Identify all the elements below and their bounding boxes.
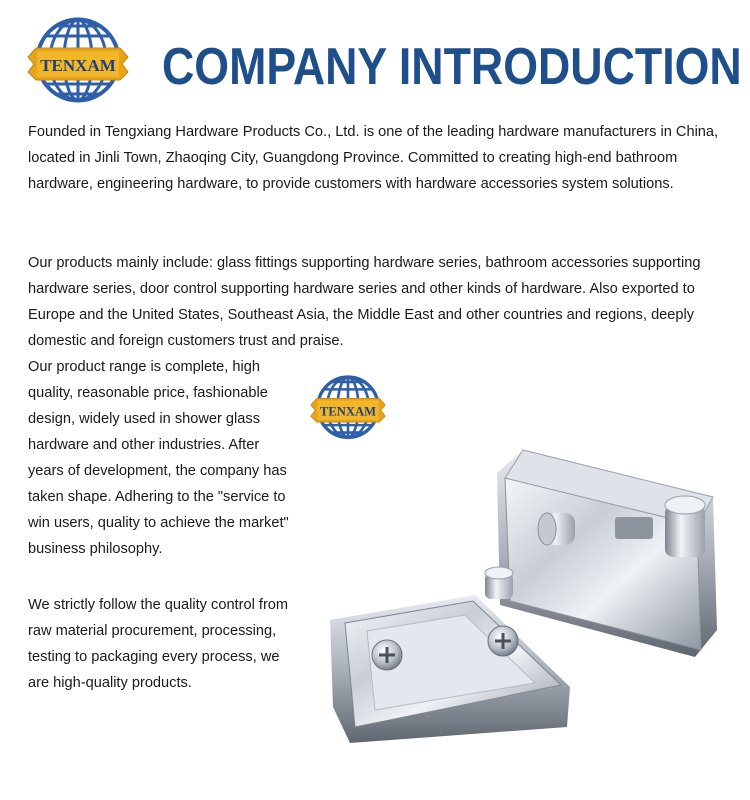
intro-paragraph-4: We strictly follow the quality control from raw material procurement, processing, testing to packaging every process, we are high-quality products.: [28, 597, 289, 691]
logo-wordmark: TENXAM: [319, 404, 377, 419]
page-title: COMPANY INTRODUCTION: [162, 38, 742, 96]
page-header: [0, 0, 750, 115]
intro-paragraph-3: Our product range is complete, high quality, reasonable price, fashionable design, widely used in shower glass hardware and other industries. After years of development, the company has taken shape. Adhering to the "service to win users, quality to achieve the market" business philosophy.: [28, 359, 289, 557]
logo-wordmark: TENXAM: [40, 56, 116, 75]
intro-paragraph-2: Our products mainly include: glass fittings supporting hardware series, bathroom accessories supporting hardware series, door control supporting hardware series and other kinds of hardware. Also exported to Europe and the United States, Southeast Asia, the Middle East and other countries and regions, deeply domestic and foreign customers trust and praise.: [28, 255, 701, 349]
intro-paragraph-1: Founded in Tengxiang Hardware Products Co., Ltd. is one of the leading hardware manufacturers in China, located in Jinli Town, Zhaoqing City, Guangdong Province. Committed to creating high-end bathroom hardware, engineering hardware, to provide customers with hardware accessories system solutions.: [28, 124, 719, 192]
globe-logo-icon: [308, 373, 388, 443]
glass-clamp-hinge-photo: [325, 445, 740, 745]
globe-logo-icon: [26, 14, 130, 108]
